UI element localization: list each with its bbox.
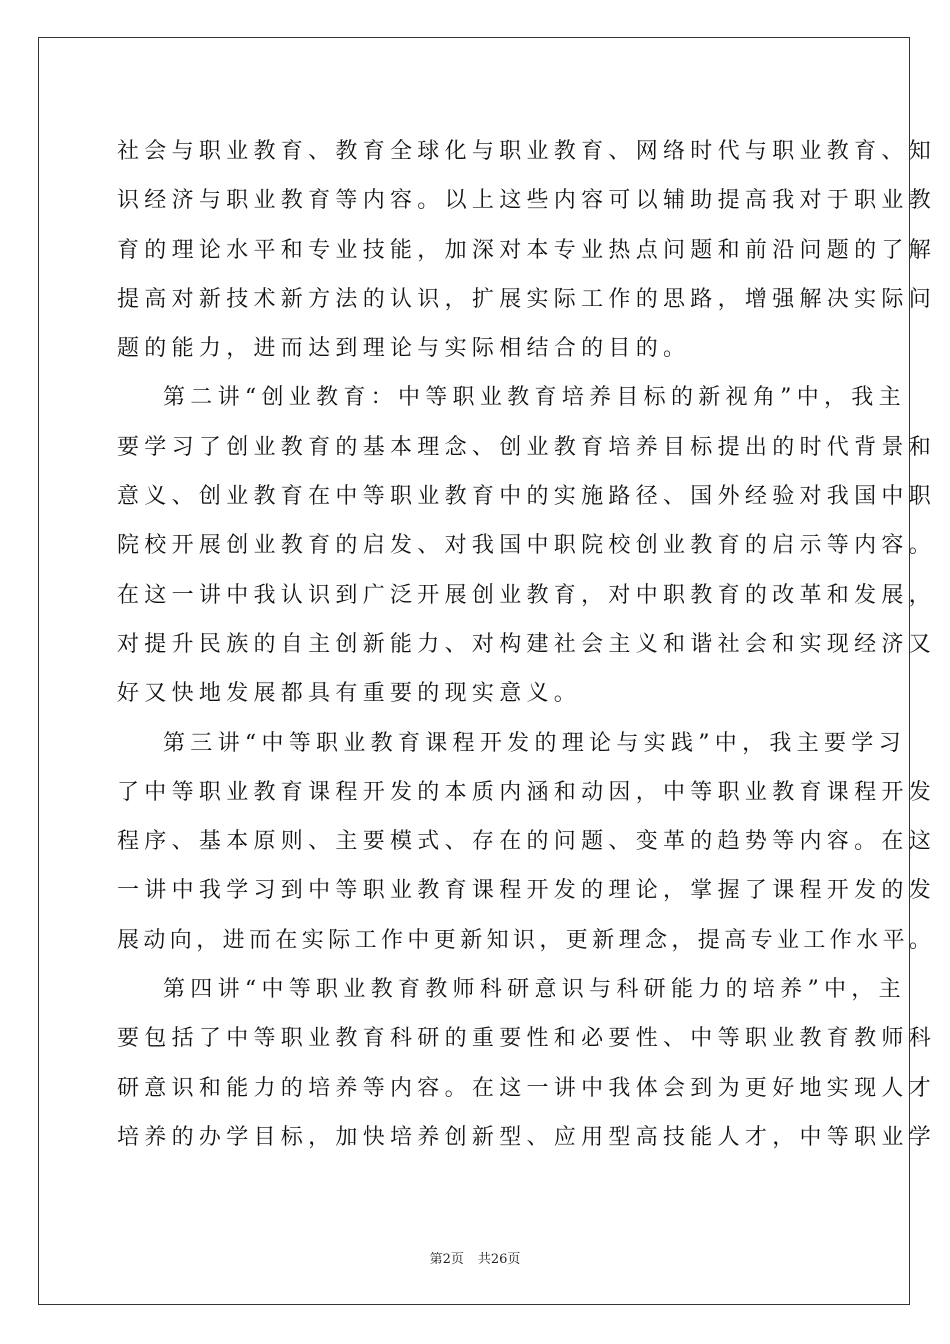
text-line: 题的能力，进而达到理论与实际相结合的目的。	[117, 336, 691, 362]
paragraph-start-line: 第二讲“创业教育：中等职业教育培养目标的新视角”中，我主	[163, 385, 906, 411]
text-line: 要学习了创业教育的基本理念、创业教育培养目标提出的时代背景和	[117, 434, 937, 460]
text-line: 院校开展创业教育的启发、对我国中职院校创业教育的启示等内容。	[117, 533, 937, 559]
text-line: 研意识和能力的培养等内容。在这一讲中我体会到为更好地实现人才	[117, 1075, 937, 1101]
text-line: 好又快地发展都具有重要的现实意义。	[117, 681, 582, 707]
text-line: 识经济与职业教育等内容。以上这些内容可以辅助提高我对于职业教	[117, 188, 937, 214]
text-line: 社会与职业教育、教育全球化与职业教育、网络时代与职业教育、知	[117, 139, 937, 164]
text-line: 程序、基本原则、主要模式、存在的问题、变革的趋势等内容。在这	[117, 829, 937, 855]
page-number: 第2页	[429, 1252, 464, 1267]
text-line: 要包括了中等职业教育科研的重要性和必要性、中等职业教育教师科	[117, 1026, 937, 1052]
text-line: 意义、创业教育在中等职业教育中的实施路径、国外经验对我国中职	[117, 484, 937, 510]
text-line: 对提升民族的自主创新能力、对构建社会主义和谐社会和实现经济又	[117, 631, 937, 657]
text-line: 展动向，进而在实际工作中更新知识，更新理念，提高专业工作水平。	[117, 927, 936, 953]
text-line: 一讲中我学习到中等职业教育课程开发的理论，掌握了课程开发的发	[117, 878, 937, 904]
text-line: 在这一讲中我认识到广泛开展创业教育，对中职教育的改革和发展，	[117, 582, 937, 608]
page-total: 共26页	[477, 1252, 521, 1267]
text-line: 培养的办学目标，加快培养创新型、应用型高技能人才，中等职业学	[117, 1124, 937, 1150]
paragraph-start-line: 第四讲“中等职业教育教师科研意识与科研能力的培养”中，主	[163, 977, 906, 1003]
text-line: 提高对新技术新方法的认识，扩展实际工作的思路，增强解决实际问	[117, 286, 937, 312]
document-body	[117, 127, 937, 1162]
page-footer	[0, 1248, 950, 1267]
text-line: 了中等职业教育课程开发的本质内涵和动因，中等职业教育课程开发	[117, 779, 937, 805]
paragraph-start-line: 第三讲“中等职业教育课程开发的理论与实践”中，我主要学习	[163, 730, 906, 756]
text-line: 育的理论水平和专业技能，加深对本专业热点问题和前沿问题的了解	[117, 237, 937, 263]
